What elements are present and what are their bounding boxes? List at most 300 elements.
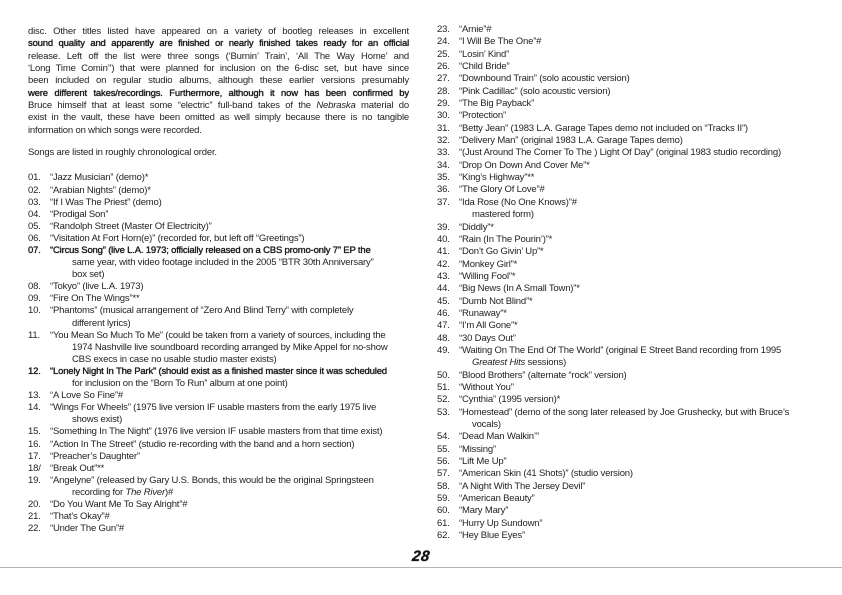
list-item [437, 431, 829, 443]
song-title-line [459, 246, 544, 257]
song-title-line [50, 185, 151, 196]
song-title-line [50, 463, 104, 474]
song-title-line [459, 394, 560, 405]
list-item [437, 382, 829, 394]
text-segment: “Runaway”* [459, 307, 507, 319]
list-item-continuation [28, 378, 409, 390]
song-number: 10. [28, 305, 41, 317]
song-number: 37. [437, 196, 450, 208]
song-number: 58. [437, 480, 450, 492]
text-segment: “Drop On Down And Cover Me”* [459, 159, 590, 171]
song-title-line [459, 123, 748, 134]
text-segment: “Downbound Train” (solo acoustic version) [459, 73, 630, 85]
song-list-left [28, 172, 409, 535]
text-segment: “30 Days Out” [459, 332, 516, 344]
text-segment: box set) [72, 269, 105, 281]
text-segment: “Mary Mary” [459, 505, 509, 517]
text-segment: “Action In The Street” (studio re-recording with the band and a horn section) [50, 438, 355, 450]
text-segment: “Betty Jean” (1983 L.A. Garage Tapes demo not included on “Tracks II”) [459, 122, 748, 134]
italic-text-segment: The River [125, 486, 166, 498]
song-title-line [50, 293, 140, 304]
song-number: 49. [437, 344, 450, 356]
list-item-continuation [437, 419, 829, 431]
text-segment: “Preacher’s Daughter” [50, 450, 140, 462]
page-bottom-rule [0, 567, 842, 568]
text-segment: “Arabian Nights” (demo)* [50, 184, 151, 196]
text-segment: different lyrics) [72, 317, 131, 329]
intro-paragraph [28, 26, 409, 137]
song-title-line [459, 481, 585, 492]
song-number: 57. [437, 468, 450, 480]
text-segment: sound quality and apparently are finished or nearly finished takes ready for an official [28, 38, 409, 50]
song-number: 19. [28, 474, 41, 486]
text-segment: “Waiting On The End Of The World” (original E Street Band recording from 1995 [459, 344, 782, 356]
song-number: 56. [437, 456, 450, 468]
list-item-continuation [437, 357, 829, 369]
song-number: 31. [437, 122, 450, 134]
text-segment: 1974 Nashville live soundboard recording arranged by Mike Appel for no-show [72, 341, 388, 353]
song-number: 54. [437, 431, 450, 443]
text-segment: vocals) [472, 419, 501, 430]
text-segment: “Cynthia” (1995 version)* [459, 394, 561, 406]
song-number: 48. [437, 332, 450, 344]
list-item [28, 245, 409, 257]
song-title-line [50, 475, 374, 486]
list-item [28, 366, 409, 378]
song-title-line [50, 257, 374, 268]
left-column [28, 26, 409, 535]
intro-line [28, 38, 409, 50]
intro-line [28, 100, 409, 112]
list-item [28, 209, 409, 221]
list-item [437, 271, 829, 283]
song-title-line [50, 318, 131, 329]
list-item [437, 160, 829, 172]
song-title-line [459, 370, 627, 381]
song-number: 33. [437, 147, 450, 159]
song-title-line [459, 24, 491, 35]
list-item [437, 73, 829, 85]
text-segment: “Break Out”** [50, 462, 105, 474]
list-item [28, 305, 409, 317]
list-item [28, 426, 409, 438]
song-title-line [50, 451, 140, 462]
text-segment: were different takes/recordings. Furthermore, although it now has been confirmed by [28, 87, 409, 99]
song-title-line [459, 407, 789, 418]
text-segment: recording for [72, 486, 126, 498]
song-title-line [50, 378, 288, 389]
list-item [437, 172, 829, 184]
list-item-continuation [28, 354, 409, 366]
chronology-note: Songs are listed in roughly chronological order. [28, 147, 217, 159]
list-item [437, 61, 829, 73]
right-column [437, 24, 829, 542]
song-number: 52. [437, 394, 450, 406]
list-item [437, 98, 829, 110]
song-title-line [50, 366, 387, 377]
song-number: 14. [28, 402, 41, 414]
song-number: 59. [437, 493, 450, 505]
italic-text-segment: Greatest Hits [472, 357, 526, 369]
list-item [28, 523, 409, 535]
song-title-line [459, 73, 630, 84]
list-item [437, 36, 829, 48]
text-segment: information on which songs were recorded. [28, 124, 202, 136]
song-title-line [50, 305, 353, 316]
song-title-line [459, 209, 534, 220]
text-segment: same year, with video footage included in the 2005 “BTR 30th Anniversary” [72, 257, 374, 269]
song-number: 45. [437, 295, 450, 307]
list-item [437, 518, 829, 530]
song-title-line [50, 390, 123, 401]
text-segment: “Under The Gun”# [50, 523, 125, 535]
text-segment: “Lonely Night In The Park” (should exist as a finished master since it was scheduled [50, 365, 387, 377]
text-segment: “If I Was The Priest” (demo) [50, 196, 162, 208]
text-segment: shows exist) [72, 414, 123, 426]
list-item-continuation [28, 318, 409, 330]
song-title-line [50, 342, 388, 353]
song-number: 41. [437, 246, 450, 258]
song-title-line [50, 172, 148, 183]
text-segment: “Visitation At Fort Horn(e)” (recorded for, but left off “Greetings”) [50, 232, 305, 244]
song-title-line [459, 345, 781, 356]
song-title-line [459, 283, 580, 294]
list-item [437, 135, 829, 147]
list-item [28, 293, 409, 305]
text-segment: “Monkey Girl”* [459, 258, 518, 270]
song-number: 27. [437, 73, 450, 85]
song-number: 18/ [28, 462, 41, 474]
list-item [437, 110, 829, 122]
song-title-line [459, 468, 633, 479]
list-item [437, 530, 829, 542]
song-number: 12. [28, 365, 41, 377]
text-segment: )# [165, 486, 174, 498]
song-number: 46. [437, 307, 450, 319]
list-item [437, 49, 829, 61]
song-number: 53. [437, 406, 450, 418]
song-title-line [459, 259, 517, 270]
song-title-line [50, 511, 110, 522]
page-number: 28 [411, 548, 431, 565]
text-segment: “Without You” [459, 381, 514, 393]
song-title-line [50, 414, 122, 425]
song-title-line [459, 357, 566, 368]
song-number: 09. [28, 293, 41, 305]
text-segment: material do [355, 100, 409, 112]
song-number: 07. [28, 245, 41, 256]
song-number: 30. [437, 110, 450, 122]
text-segment: “Ida Rose (No One Knows)”# [459, 196, 577, 208]
song-number: 13. [28, 390, 41, 402]
song-number: 61. [437, 517, 450, 529]
intro-line [28, 51, 409, 63]
song-title-line [50, 499, 187, 510]
song-number: 23. [437, 24, 450, 35]
song-title-line [50, 523, 124, 534]
song-number: 21. [28, 511, 41, 523]
text-segment: disc. Other titles listed have appeared on a variety of bootleg releases in excellent [28, 26, 409, 37]
text-segment: “I’m All Gone”* [459, 320, 518, 332]
text-segment: “Fire On The Wings”** [50, 293, 140, 305]
list-item [437, 234, 829, 246]
song-title-line [459, 382, 514, 393]
song-title-line [50, 269, 104, 280]
text-segment: “Willing Fool”* [459, 270, 516, 282]
song-number: 62. [437, 530, 450, 542]
list-item-continuation [28, 269, 409, 281]
text-segment: “Losin’ Kind” [459, 48, 510, 60]
song-title-line [50, 281, 143, 292]
list-item [437, 468, 829, 480]
song-title-line [459, 493, 535, 504]
song-number: 20. [28, 498, 41, 510]
song-number: 02. [28, 184, 41, 196]
song-number: 51. [437, 381, 450, 393]
list-item [437, 283, 829, 295]
text-segment: Bruce himself that at least some “electric” full-band takes of the [28, 100, 317, 112]
list-item [28, 439, 409, 451]
text-segment: “A Love So Fine”# [50, 390, 123, 402]
list-item [28, 221, 409, 233]
song-number: 11. [28, 329, 40, 341]
list-item [437, 481, 829, 493]
list-item [28, 390, 409, 402]
list-item [28, 499, 409, 511]
song-number: 05. [28, 220, 41, 232]
list-item [28, 281, 409, 293]
song-number: 16. [28, 438, 41, 450]
text-segment: “Big News (In A Small Town)”* [459, 283, 580, 295]
text-segment: “A Night With The Jersey Devil” [459, 480, 586, 492]
text-segment: “Pink Cadillac” (solo acoustic version) [459, 85, 611, 97]
list-item [437, 505, 829, 517]
intro-line [28, 112, 409, 124]
song-title-line [459, 184, 545, 195]
text-segment: “The Big Payback” [459, 98, 535, 110]
list-item [437, 222, 829, 234]
song-title-line [50, 487, 173, 498]
song-number: 08. [28, 281, 41, 293]
list-item [437, 320, 829, 332]
list-item [437, 333, 829, 345]
song-title-line [459, 530, 525, 541]
list-item [437, 259, 829, 271]
song-title-line [459, 110, 506, 121]
song-number: 25. [437, 48, 450, 60]
song-number: 39. [437, 221, 450, 233]
list-item [437, 197, 829, 209]
list-item [437, 394, 829, 406]
list-item [28, 463, 409, 475]
text-segment: “American Skin (41 Shots)” (studio version) [459, 468, 633, 480]
list-item [437, 147, 829, 159]
italic-text-segment: Nebraska [316, 100, 356, 112]
list-item [28, 233, 409, 245]
song-number: 26. [437, 61, 450, 73]
list-item [437, 370, 829, 382]
song-title-line [459, 49, 509, 60]
song-number: 35. [437, 172, 450, 184]
song-title-line [459, 135, 683, 146]
intro-line [28, 88, 409, 100]
song-title-line [50, 209, 108, 220]
list-item [28, 451, 409, 463]
song-title-line [50, 439, 354, 450]
list-item-continuation [28, 487, 409, 499]
intro-line [28, 125, 409, 137]
song-title-line [459, 419, 501, 430]
list-item [437, 24, 829, 36]
text-segment: “You Mean So Much To Me” (could be taken from a variety of sources, including the [50, 329, 386, 341]
list-item [28, 172, 409, 184]
song-number: 28. [437, 85, 450, 97]
song-number: 22. [28, 523, 41, 535]
song-number: 47. [437, 320, 450, 332]
song-title-line [459, 333, 516, 344]
song-title-line [459, 444, 496, 455]
song-number: 15. [28, 426, 41, 438]
text-segment: “Homestead” (demo of the song later released by Joe Grushecky, but with Bruce’s [459, 406, 790, 418]
list-item-continuation [437, 209, 829, 221]
song-title-line [459, 61, 509, 72]
text-segment: “I Will Be The One”# [459, 36, 542, 48]
song-title-line [50, 233, 304, 244]
song-number: 06. [28, 232, 41, 244]
list-item [437, 184, 829, 196]
text-segment: “Delivery Man” (original 1983 L.A. Garage Tapes demo) [459, 135, 683, 147]
list-item [28, 330, 409, 342]
list-item [437, 345, 829, 357]
song-title-line [459, 271, 515, 282]
song-title-line [459, 456, 506, 467]
song-title-line [459, 320, 518, 331]
intro-line [28, 26, 409, 38]
song-number: 24. [437, 36, 450, 48]
text-segment: “Child Bride” [459, 61, 510, 73]
song-title-line [50, 402, 376, 413]
text-segment: ‘Long Time Comin’’) that were planned for inclusion on the 6-disc set, but have since [28, 63, 409, 75]
text-segment: exist in the vault, these have been omitted as well simply because there is no tangible [28, 112, 409, 124]
song-title-line [50, 245, 371, 256]
text-segment: “Phantoms” (musical arrangement of “Zero And Blind Terry” with completely [50, 305, 354, 317]
song-title-line [50, 426, 382, 437]
list-item-continuation [28, 414, 409, 426]
text-segment: “King’s Highway”** [459, 172, 535, 184]
text-segment: “Lift Me Up” [459, 456, 507, 468]
song-title-line [459, 518, 542, 529]
song-title-line [459, 505, 508, 516]
text-segment: “(Just Around The Corner To The ) Light Of Day” (original 1983 studio recording) [459, 147, 781, 159]
list-item [437, 308, 829, 320]
text-segment: “Do You Want Me To Say Alright”# [50, 498, 188, 510]
song-title-line [459, 36, 541, 47]
text-segment: “American Beauty” [459, 493, 535, 505]
song-title-line [459, 147, 781, 158]
song-title-line [459, 172, 534, 183]
list-item-continuation [28, 257, 409, 269]
song-title-line [459, 234, 552, 245]
song-title-line [459, 308, 507, 319]
text-segment: “Arnie”# [459, 24, 492, 35]
text-segment: “Protection” [459, 110, 506, 122]
list-item [437, 296, 829, 308]
text-segment: “Dead Man Walkin’” [459, 431, 539, 443]
song-number: 29. [437, 98, 450, 110]
song-list-right [437, 24, 829, 542]
text-segment: “Angelyne” (released by Gary U.S. Bonds, this would be the original Springsteen [50, 474, 374, 486]
text-segment: “Don’t Go Givin’ Up”* [459, 246, 544, 258]
song-number: 34. [437, 159, 450, 171]
text-segment: “The Glory Of Love”# [459, 184, 545, 196]
song-title-line [50, 354, 277, 365]
text-segment: “That’s Okay”# [50, 511, 110, 523]
text-segment: “Rain (In The Pourin’)”* [459, 233, 553, 245]
text-segment: “Wings For Wheels” (1975 live version IF usable masters from the early 1975 live [50, 402, 377, 414]
song-title-line [459, 222, 494, 233]
text-segment: “Tokyo” (live L.A. 1973) [50, 281, 144, 293]
list-item [437, 456, 829, 468]
song-number: 50. [437, 369, 450, 381]
text-segment: been included on regular studio albums, although these earlier versions presumably [28, 75, 409, 87]
song-number: 17. [28, 450, 41, 462]
list-item [437, 246, 829, 258]
list-item [28, 475, 409, 487]
song-number: 60. [437, 505, 450, 517]
text-segment: “Circus Song” (live L.A. 1973; officially released on a CBS promo-only 7” EP the [50, 245, 371, 256]
text-segment: sessions) [525, 357, 567, 369]
song-number: 32. [437, 135, 450, 147]
song-title-line [459, 431, 539, 442]
song-number: 44. [437, 283, 450, 295]
song-number: 01. [28, 172, 41, 184]
text-segment: “Hey Blue Eyes” [459, 530, 525, 542]
song-number: 43. [437, 270, 450, 282]
song-title-line [459, 98, 534, 109]
song-title-line [459, 160, 590, 171]
song-title-line [459, 86, 610, 97]
list-item [437, 123, 829, 135]
text-segment: “Missing” [459, 443, 496, 455]
text-segment: mastered form) [472, 209, 534, 221]
song-title-line [50, 221, 212, 232]
list-item-continuation [28, 342, 409, 354]
text-segment: “Prodigal Son” [50, 208, 109, 220]
list-item [28, 511, 409, 523]
song-number: 36. [437, 184, 450, 196]
text-segment: “Jazz Musician” (demo)* [50, 172, 149, 184]
text-segment: CBS execs in case no usable studio master exists) [72, 353, 277, 365]
list-item [28, 402, 409, 414]
song-number: 04. [28, 208, 41, 220]
list-item [28, 185, 409, 197]
list-item [28, 197, 409, 209]
song-title-line [459, 197, 577, 208]
intro-line [28, 75, 409, 87]
intro-line [28, 63, 409, 75]
list-item [437, 444, 829, 456]
text-segment: “Blood Brothers” (alternate “rock” version) [459, 369, 627, 381]
text-segment: “Dumb Not Blind”* [459, 295, 533, 307]
text-segment: “Randolph Street (Master Of Electricity)” [50, 220, 212, 232]
text-segment: “Diddly”* [459, 221, 494, 233]
song-title-line [459, 296, 533, 307]
song-title-line [50, 197, 162, 208]
text-segment: release. Left off the list were three songs (‘Burnin’ Train’, ‘All The Way Home’ and [28, 50, 409, 62]
list-item [437, 493, 829, 505]
song-number: 40. [437, 233, 450, 245]
song-number: 55. [437, 443, 450, 455]
